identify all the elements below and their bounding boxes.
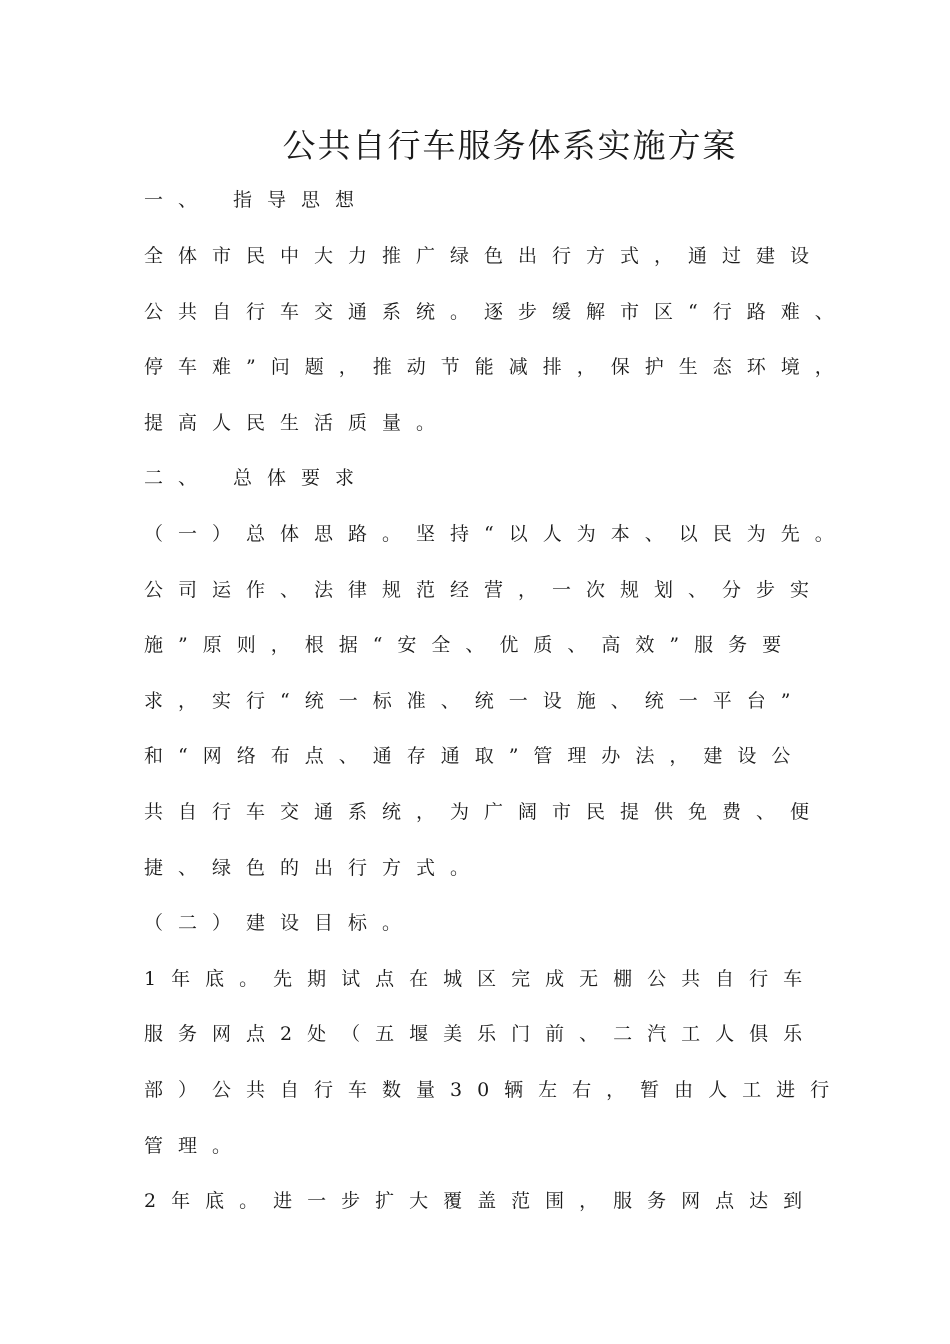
document-title: 公共自行车服务体系实施方案 <box>282 126 738 165</box>
paragraph-line: 共自行车交通系统，为广阔市民提供免费、便 <box>144 801 825 823</box>
heading-overall-requirements: 二、 总体要求 <box>144 467 370 489</box>
paragraph-line: 提高人民生活质量。 <box>144 412 451 434</box>
paragraph-line: 全体市民中大力推广绿色出行方式，通过建设 <box>144 245 825 267</box>
paragraph-line: 公司运作、法律规范经营，一次规划、分步实 <box>144 579 825 601</box>
paragraph-line: 公共自行车交通系统。逐步缓解市区“行路难、 <box>144 301 849 323</box>
paragraph-line: 求，实行“统一标准、统一设施、统一平台” <box>144 690 806 712</box>
paragraph-line: 管理。 <box>144 1135 247 1157</box>
paragraph-line: 服务网点2处（五堰美乐门前、二汽工人俱乐 <box>144 1023 818 1045</box>
paragraph-line: 1年底。先期试点在城区完成无棚公共自行车 <box>144 968 818 990</box>
paragraph-line: 2年底。进一步扩大覆盖范围，服务网点达到 <box>144 1190 818 1212</box>
paragraph-line: 和“网络布点、通存通取”管理办法，建设公 <box>144 745 806 767</box>
paragraph-line: 捷、绿色的出行方式。 <box>144 857 485 879</box>
paragraph-line: （一）总体思路。坚持“以人为本、以民为先。 <box>144 523 849 545</box>
paragraph-line: 施”原则，根据“安全、优质、高效”服务要 <box>144 634 797 656</box>
paragraph-line: 部）公共自行车数量30辆左右，暂由人工进行 <box>144 1079 845 1101</box>
heading-guiding-ideology: 一、 指导思想 <box>144 189 370 211</box>
subheading-construction-goals: （二）建设目标。 <box>144 912 417 934</box>
paragraph-line: 停车难”问题，推动节能减排，保护生态环境， <box>144 356 849 378</box>
